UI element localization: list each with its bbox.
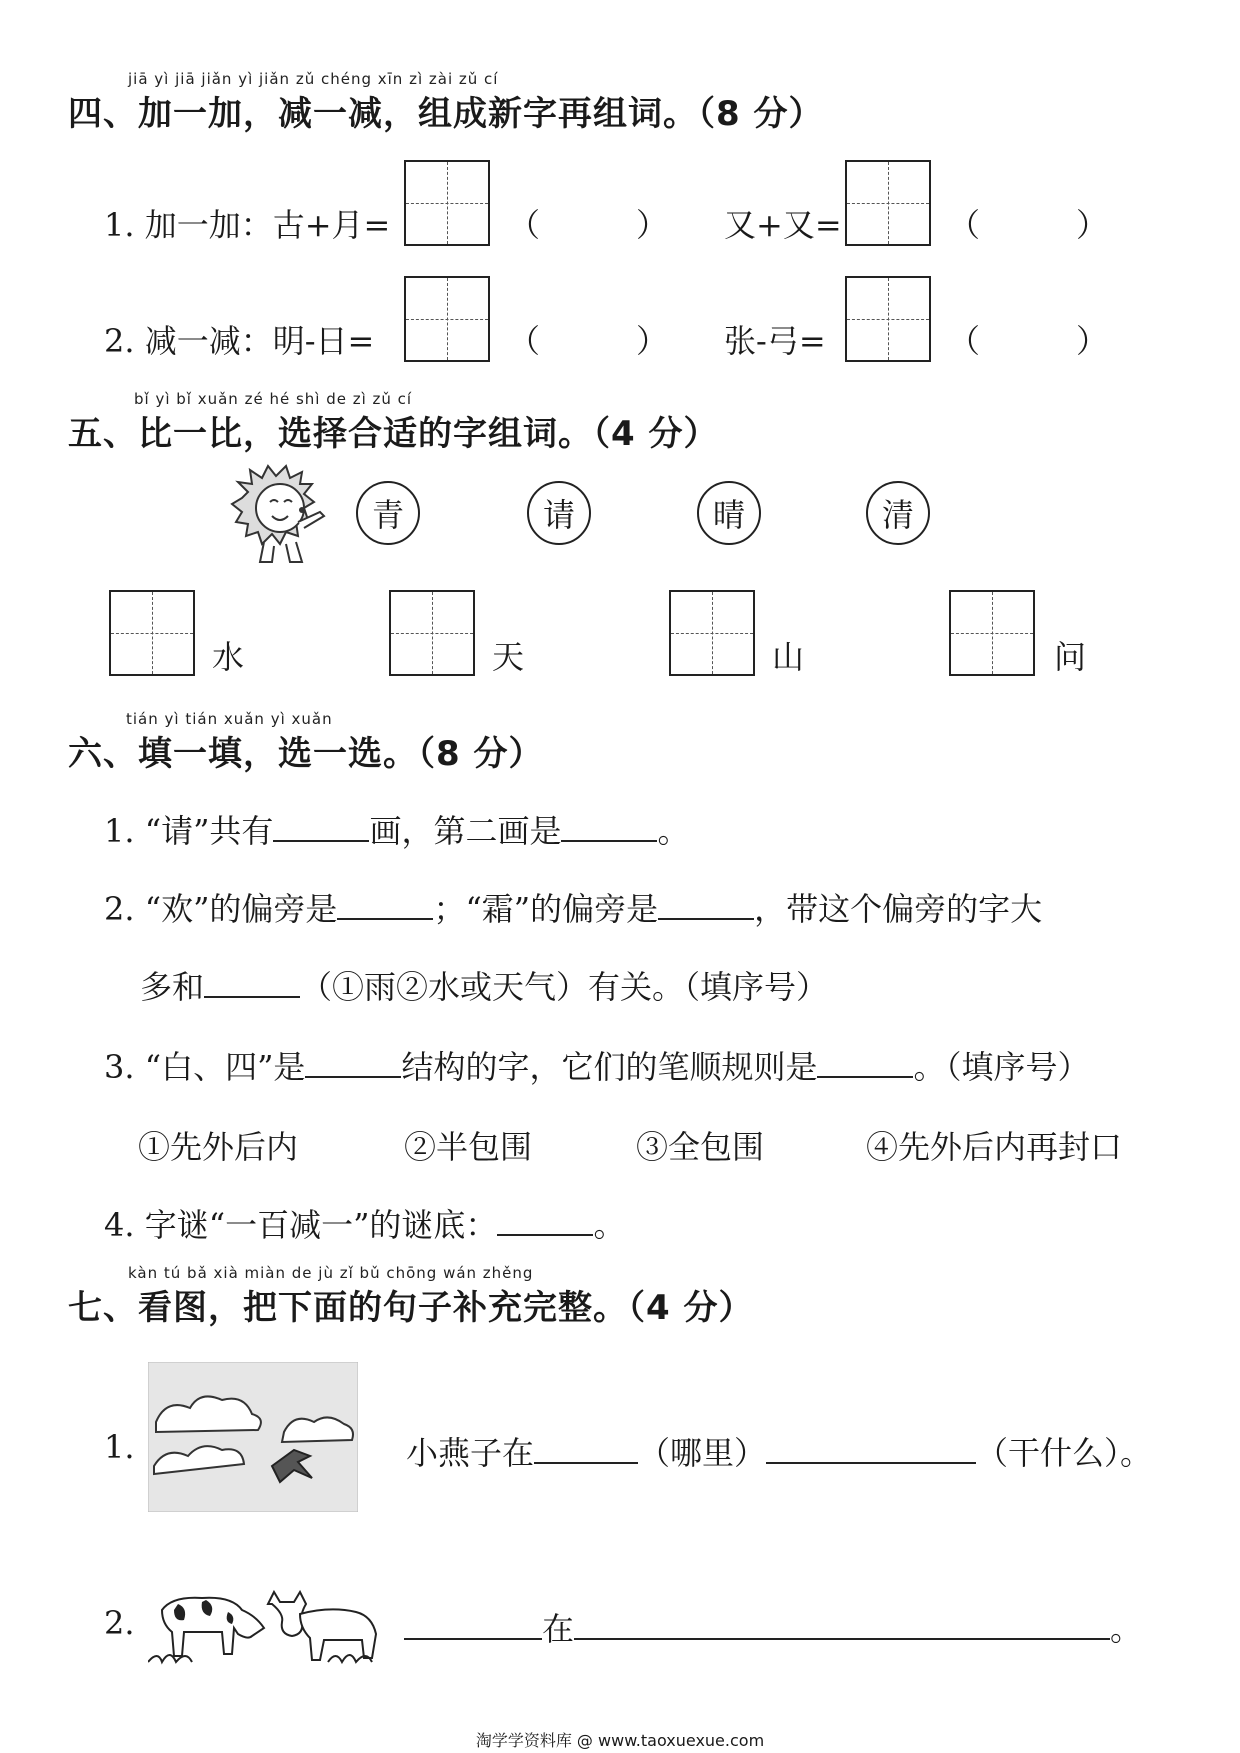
cows-image (148, 1570, 394, 1670)
fill-blank[interactable] (204, 966, 300, 998)
s7-pinyin: kàn tú bǎ xià miàn de jù zǐ bǔ chōng wán zhěng (128, 1264, 534, 1282)
s6-pinyin: tián yì tián xuǎn yì xuǎn (126, 710, 333, 728)
fill-blank[interactable] (497, 1204, 593, 1236)
q4: 4. 字谜“一百减一”的谜底： 。 (104, 1206, 626, 1244)
s7-num1: 1. (104, 1428, 135, 1466)
paren-blank[interactable]: （ ） (948, 322, 1109, 360)
s4-title: 四、加一加，减一减，组成新字再组词。（8 分） (68, 94, 824, 134)
swallow-sky-image (148, 1362, 358, 1512)
hedgehog-illustration (228, 462, 328, 574)
q2: 2. “欢”的偏旁是 ；“霜”的偏旁是 ，带这个偏旁的字大 (104, 890, 1043, 928)
answer-grid[interactable] (109, 590, 195, 676)
s4-row2-label: 2. 减一减：明-日= (104, 322, 375, 360)
answer-grid[interactable] (669, 590, 755, 676)
choice-circle[interactable]: 清 (866, 481, 930, 545)
word-suffix: 天 (492, 638, 525, 676)
paren-blank[interactable]: （ ） (508, 206, 669, 244)
s5-pinyin: bǐ yì bǐ xuǎn zé hé shì de zì zǔ cí (134, 390, 413, 408)
s4-pinyin: jiā yì jiā jiǎn yì jiǎn zǔ chéng xīn zì zài zǔ cí (128, 70, 499, 88)
answer-grid[interactable] (949, 590, 1035, 676)
s6-title: 六、填一填，选一选。（8 分） (68, 734, 544, 774)
s4-row1-b: 又+又= (724, 206, 842, 244)
answer-grid[interactable] (404, 160, 490, 246)
q1: 1. “请”共有 画，第二画是 。 (104, 812, 690, 850)
q2-continued: 多和 （①雨②水或天气）有关。（填序号） (140, 968, 829, 1006)
fill-blank[interactable] (658, 888, 754, 920)
fill-blank[interactable] (305, 1046, 401, 1078)
fill-blank[interactable] (404, 1608, 542, 1640)
fill-blank[interactable] (574, 1608, 1110, 1640)
fill-blank[interactable] (273, 810, 369, 842)
s4-row2-b: 张-弓= (724, 322, 826, 360)
q3-option[interactable]: ③全包围 (636, 1128, 765, 1166)
q3-option[interactable]: ②半包围 (404, 1128, 533, 1166)
paren-blank[interactable]: （ ） (948, 206, 1109, 244)
q3-option[interactable]: ④先外后内再封口 (866, 1128, 1123, 1166)
answer-grid[interactable] (404, 276, 490, 362)
choice-circle[interactable]: 晴 (697, 481, 761, 545)
answer-grid[interactable] (845, 160, 931, 246)
q3: 3. “白、四”是 结构的字，它们的笔顺规则是 。（填序号） (104, 1048, 1090, 1086)
paren-blank[interactable]: （ ） (508, 322, 669, 360)
word-suffix: 山 (772, 638, 805, 676)
fill-blank[interactable] (766, 1432, 976, 1464)
s7-num2: 2. (104, 1604, 135, 1642)
word-suffix: 问 (1054, 638, 1087, 676)
footer-watermark: 淘学学资料库 @ www.taoxuexue.com (475, 1731, 765, 1750)
answer-grid[interactable] (389, 590, 475, 676)
s7-title: 七、看图，把下面的句子补充完整。（4 分） (68, 1288, 754, 1328)
fill-blank[interactable] (817, 1046, 913, 1078)
s4-row1-label: 1. 加一加：古+月= (104, 206, 391, 244)
s7-line1: 小燕子在 （哪里） （干什么）。 (406, 1434, 1153, 1472)
fill-blank[interactable] (561, 810, 657, 842)
s7-line2: 在 。 (404, 1604, 1142, 1650)
choice-circle[interactable]: 请 (527, 481, 591, 545)
choice-circle[interactable]: 青 (356, 481, 420, 545)
answer-grid[interactable] (845, 276, 931, 362)
s5-title: 五、比一比，选择合适的字组词。（4 分） (68, 414, 719, 454)
q3-option[interactable]: ①先外后内 (138, 1128, 299, 1166)
fill-blank[interactable] (534, 1432, 638, 1464)
word-suffix: 水 (212, 638, 245, 676)
fill-blank[interactable] (337, 888, 433, 920)
